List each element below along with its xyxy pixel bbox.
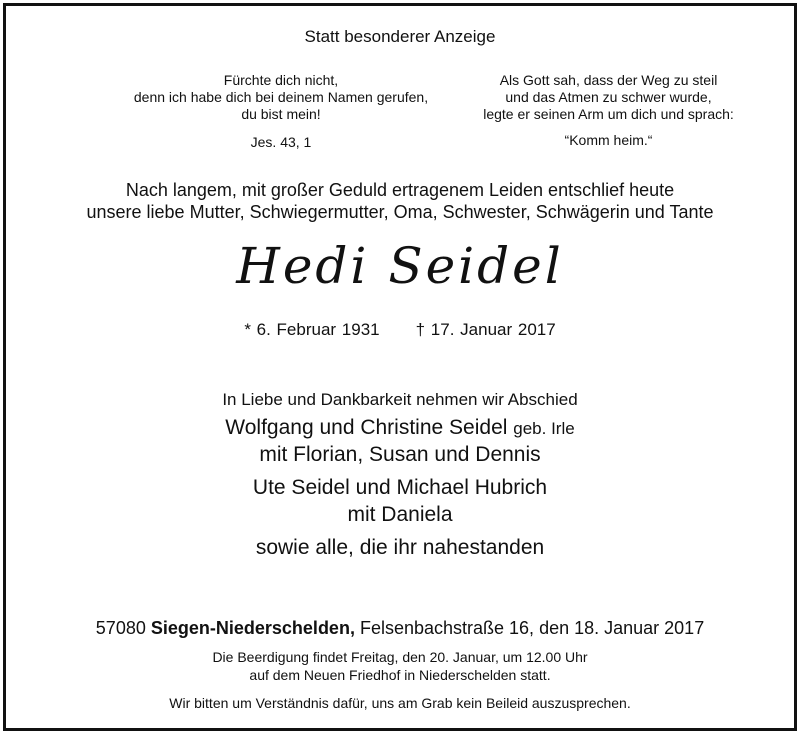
right-quote-final: “Komm heim.“	[564, 132, 653, 148]
left-quote-line-2: denn ich habe dich bei deinem Namen gerufen,	[133, 89, 429, 105]
announcement-line-1: Nach langem, mit großer Geduld ertragenem Leiden entschlief heute	[125, 180, 675, 200]
street-and-date: Felsenbachstraße 16, den 18. Januar 2017	[359, 618, 705, 638]
header-title: Statt besonderer Anzeige	[304, 27, 496, 46]
obituary-frame	[3, 3, 797, 731]
burial-notice	[6, 648, 794, 684]
mourner-line-4: mit Daniela	[347, 503, 453, 526]
burial-line-1: Die Beerdigung findet Freitag, den 20. Januar, um 12.00 Uhr	[212, 649, 588, 665]
town-name: Siegen-Niederschelden,	[150, 618, 355, 638]
right-quote-line-3: legte er seinen Arm um dich und sprach:	[483, 106, 734, 122]
maiden-name: geb. Irle	[513, 419, 575, 438]
announcement-line-2: unsere liebe Mutter, Schwiegermutter, Oma, Schwester, Schwägerin und Tante	[86, 202, 714, 222]
death-date: † 17. Januar 2017	[415, 320, 556, 339]
mourner-line-3: Ute Seidel und Michael Hubrich	[252, 476, 548, 499]
farewell-intro: In Liebe und Dankbarkeit nehmen wir Abschied	[222, 390, 578, 409]
closing-note: Wir bitten um Verständnis dafür, uns am Grab kein Beileid auszusprechen.	[169, 695, 631, 711]
right-quote	[436, 72, 781, 123]
mourner-names-1: Wolfgang und Christine Seidel	[225, 416, 508, 439]
left-quote-source: Jes. 43, 1	[250, 134, 312, 150]
left-quote-line-1: Fürchte dich nicht,	[223, 72, 339, 88]
mourner-line-2: mit Florian, Susan und Dennis	[259, 443, 541, 466]
right-quote-line-1: Als Gott sah, dass der Weg zu steil	[499, 72, 718, 88]
mourner-line-5: sowie alle, die ihr nahestanden	[255, 536, 545, 559]
address-line	[6, 618, 794, 639]
right-quote-line-2: und das Atmen zu schwer wurde,	[505, 89, 712, 105]
deceased-name: Hedi Seidel	[236, 237, 564, 295]
mourner-line-1	[6, 416, 794, 440]
left-quote-line-3: du bist mein!	[241, 106, 321, 122]
life-dates	[6, 320, 794, 340]
announcement-text	[6, 179, 794, 223]
postcode: 57080	[95, 618, 146, 638]
burial-line-2: auf dem Neuen Friedhof in Niederschelden statt.	[249, 667, 551, 683]
left-quote	[116, 72, 446, 123]
birth-date: * 6. Februar 1931	[244, 320, 380, 339]
